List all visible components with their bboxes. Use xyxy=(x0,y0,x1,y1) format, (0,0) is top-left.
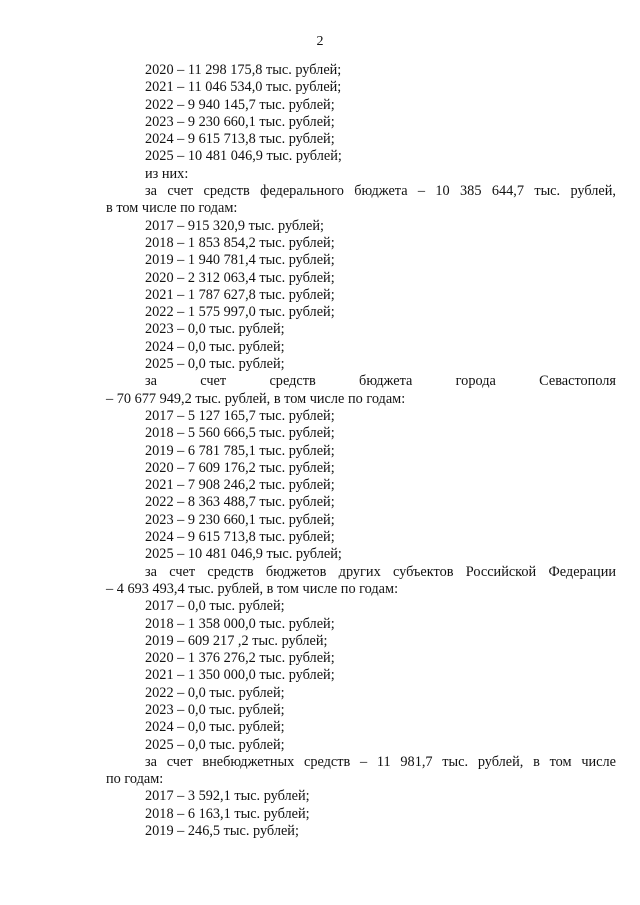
text-line-24: 2020 – 7 609 176,2 тыс. рублей; xyxy=(145,459,335,476)
text-line-10: 2017 – 915 320,9 тыс. рублей; xyxy=(145,217,324,234)
text-line-19: за счет средств бюджета города Севастополя xyxy=(145,373,616,390)
text-line-42: по годам: xyxy=(106,771,164,788)
page-number: 2 xyxy=(316,34,324,49)
text-line-40: 2025 – 0,0 тыс. рублей; xyxy=(145,736,285,753)
text-line-36: 2021 – 1 350 000,0 тыс. рублей; xyxy=(145,667,335,684)
text-line-8: за счет средств федерального бюджета – 10 385 644,7 тыс. рублей, xyxy=(145,183,616,200)
text-line-39: 2024 – 0,0 тыс. рублей; xyxy=(145,719,285,736)
text-line-45: 2019 – 246,5 тыс. рублей; xyxy=(145,823,299,840)
text-line-20: – 70 677 949,2 тыс. рублей, в том числе по годам: xyxy=(106,390,406,407)
text-line-22: 2018 – 5 560 666,5 тыс. рублей; xyxy=(145,425,335,442)
text-line-9: в том числе по годам: xyxy=(106,200,238,217)
text-line-38: 2023 – 0,0 тыс. рублей; xyxy=(145,701,285,718)
text-line-28: 2024 – 9 615 713,8 тыс. рублей; xyxy=(145,529,335,546)
text-line-29: 2025 – 10 481 046,9 тыс. рублей; xyxy=(145,546,342,563)
text-line-25: 2021 – 7 908 246,2 тыс. рублей; xyxy=(145,477,335,494)
text-line-1: 2020 – 11 298 175,8 тыс. рублей; xyxy=(145,62,342,78)
text-line-41: за счет внебюджетных средств – 11 981,7 тыс. рублей, в том числе xyxy=(145,753,616,770)
text-line-16: 2023 – 0,0 тыс. рублей; xyxy=(145,321,285,338)
text-line-14: 2021 – 1 787 627,8 тыс. рублей; xyxy=(145,286,335,303)
document-body xyxy=(106,62,616,840)
text-line-26: 2022 – 8 363 488,7 тыс. рублей; xyxy=(145,494,335,511)
text-line-34: 2019 – 609 217 ,2 тыс. рублей; xyxy=(145,632,328,649)
text-line-18: 2025 – 0,0 тыс. рублей; xyxy=(145,356,285,373)
text-line-27: 2023 – 9 230 660,1 тыс. рублей; xyxy=(145,511,335,528)
text-line-12: 2019 – 1 940 781,4 тыс. рублей; xyxy=(145,252,335,269)
text-line-2: 2021 – 11 046 534,0 тыс. рублей; xyxy=(145,79,342,96)
text-line-31: – 4 693 493,4 тыс. рублей, в том числе по годам: xyxy=(106,580,399,597)
text-line-13: 2020 – 2 312 063,4 тыс. рублей; xyxy=(145,269,335,286)
text-line-7: из них: xyxy=(145,165,189,182)
text-line-15: 2022 – 1 575 997,0 тыс. рублей; xyxy=(145,304,335,321)
text-line-37: 2022 – 0,0 тыс. рублей; xyxy=(145,684,285,701)
text-line-5: 2024 – 9 615 713,8 тыс. рублей; xyxy=(145,131,335,148)
text-line-32: 2017 – 0,0 тыс. рублей; xyxy=(145,598,285,615)
text-line-43: 2017 – 3 592,1 тыс. рублей; xyxy=(145,788,310,805)
text-line-30: за счет средств бюджетов других субъектов Российской Федерации xyxy=(145,563,616,580)
text-line-35: 2020 – 1 376 276,2 тыс. рублей; xyxy=(145,650,335,667)
text-line-33: 2018 – 1 358 000,0 тыс. рублей; xyxy=(145,615,335,632)
text-line-3: 2022 – 9 940 145,7 тыс. рублей; xyxy=(145,96,335,113)
text-line-23: 2019 – 6 781 785,1 тыс. рублей; xyxy=(145,442,335,459)
text-line-4: 2023 – 9 230 660,1 тыс. рублей; xyxy=(145,113,335,130)
text-line-44: 2018 – 6 163,1 тыс. рублей; xyxy=(145,805,310,822)
text-line-6: 2025 – 10 481 046,9 тыс. рублей; xyxy=(145,148,342,165)
text-line-17: 2024 – 0,0 тыс. рублей; xyxy=(145,338,285,355)
text-line-21: 2017 – 5 127 165,7 тыс. рублей; xyxy=(145,407,335,424)
text-line-11: 2018 – 1 853 854,2 тыс. рублей; xyxy=(145,234,335,251)
